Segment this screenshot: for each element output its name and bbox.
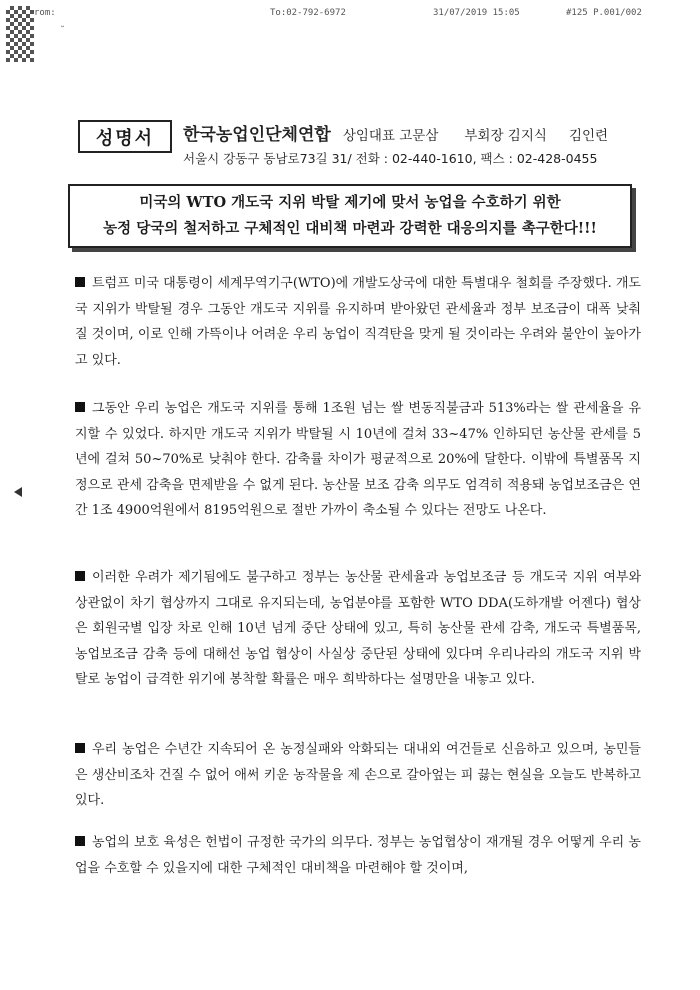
statement-stamp: 성명서: [78, 120, 172, 153]
organization-line: [183, 120, 608, 145]
fax-page-number: #125 P.001/002: [566, 8, 642, 18]
fax-from: rom:: [34, 8, 56, 18]
paragraph-2: [75, 396, 641, 524]
paragraph-text: 트럼프 미국 대통령이 세계무역기구(WTO)에 개발도상국에 대한 특별대우 철회를 주장했다. 개도국 지위가 박탈될 경우 그동안 개도국 지위를 유지하며 받아왔던 관세율과 정부 보조금이 대폭 낮춰질 것이며, 이로 인해 가뜩이나 어려운 우리 농업이 직격탄을 맞게 될 것이라는 우려와 불안이 높아가고 있다.: [75, 276, 641, 368]
paragraph-1: [75, 271, 641, 373]
paragraph-4: [75, 737, 641, 814]
contact-address: 서울시 강동구 동남로73길 31/ 전화 : 02-440-1610, 팩스 : 02-428-0455: [183, 151, 598, 166]
square-bullet-icon: [75, 277, 85, 287]
fax-datetime: 31/07/2019 15:05: [433, 8, 520, 18]
vice-chair-name: 부회장 김지식: [464, 128, 547, 144]
title-line-1: 미국의 WTO 개도국 지위 박탈 제기에 맞서 농업을 수호하기 위한: [139, 194, 561, 211]
paragraph-3: [75, 565, 641, 693]
paragraph-text: 우리 농업은 수년간 지속되어 온 농정실패와 악화되는 대내외 여건들로 신음하고 있으며, 농민들은 생산비조차 건질 수 없어 애써 키운 농작물을 제 손으로 갈아엎는 피 끓는 현실을 오늘도 반복하고 있다.: [75, 742, 641, 808]
paragraph-text: 이러한 우려가 제기됨에도 불구하고 정부는 농산물 관세율과 농업보조금 등 개도국 지위 여부와 상관없이 차기 협상까지 그대로 유지되는데, 농업분야를 포함한 WTO DDA(도하개발 어젠다) 협상은 회원국별 입장 차로 인해 10년 넘게 중단 상태에 있고, 특히 농산물 관세 감축, 개도국 특별품목, 농업보조금 감축 등에 대해선 농업 협상이 사실상 중단된 상태에 있다며 우리나라의 개도국 지위 박탈로 농업이 급격한 위기에 봉착할 확률은 매우 희박하다는 설명만을 내놓고 있다.: [75, 570, 641, 687]
stray-mark: ˘: [60, 26, 65, 37]
representative-name: 상임대표 고문삼: [342, 128, 439, 144]
paragraph-text: 농업의 보호 육성은 헌법이 규정한 국가의 의무다. 정부는 농업협상이 재개될 경우 어떻게 우리 농업을 수호할 수 있을지에 대한 구체적인 대비책을 마련해야 할 것이며,: [75, 835, 641, 876]
square-bullet-icon: [75, 402, 85, 412]
title-line-2: 농정 당국의 철저하고 구체적인 대비책 마련과 강력한 대응의지를 촉구한다!!!: [103, 220, 597, 237]
square-bullet-icon: [75, 836, 85, 846]
organization-name: 한국농업인단체연합: [183, 125, 331, 145]
fax-transmission-header: [0, 8, 700, 22]
paragraph-5: [75, 830, 641, 881]
member-name: 김인련: [568, 128, 609, 144]
margin-arrow-icon: [14, 487, 22, 497]
square-bullet-icon: [75, 571, 85, 581]
fax-to-number: To:02-792-6972: [270, 8, 346, 18]
square-bullet-icon: [75, 743, 85, 753]
title-box: [68, 184, 632, 248]
paragraph-text: 그동안 우리 농업은 개도국 지위를 통해 1조원 넘는 쌀 변동직불금과 513%라는 쌀 관세율을 유지할 수 있었다. 하지만 개도국 지위가 박탈될 시 10년에 걸쳐 33~47% 인하되던 농산물 관세를 5년에 걸쳐 50~70%로 낮춰야 한다. 감축률 차이가 평균적으로 20%에 달한다. 이밖에 특별품목 지정으로 관세 감축을 면제받을 수 없게 된다. 농산물 보조 감축 의무도 엄격히 적용돼 농업보조금은 연간 1조 4900억원에서 8195억원으로 절반 가까이 축소될 수 있다는 전망도 나온다.: [75, 401, 641, 518]
